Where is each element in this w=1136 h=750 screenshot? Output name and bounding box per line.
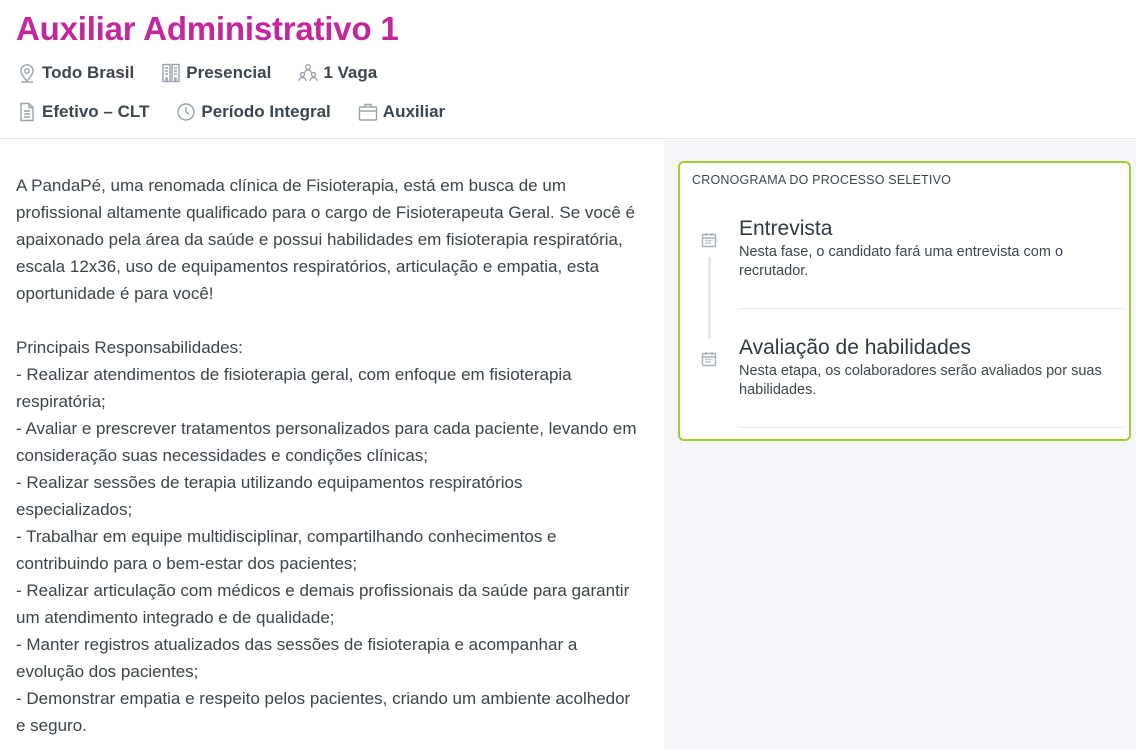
job-description-panel [0,140,664,750]
meta-vacancies-label: 1 Vaga [323,63,378,82]
step-title: Entrevista [739,217,833,240]
step-divider [739,427,1125,428]
briefcase-icon [357,101,379,123]
meta-level [357,101,445,123]
calendar-icon [700,231,718,249]
sidebar-panel [664,140,1136,750]
step-description: Nesta fase, o candidato fará uma entrevista com o recrutador. [739,244,1064,279]
meta-workplace [160,62,271,84]
job-description-text: A PandaPé, uma renomada clínica de Fisioterapia, está em busca de um profissional altamente qualificado para o cargo de Fisioterapeuta Geral. Se você é apaixonado pela área da saúde e possui habilidades em fisioterapia respiratória, escala 12x36, uso de equipamentos respiratórios, articulação e empatia, esta oportunidade é para você! Principais Responsabilidades: - Realizar atendimentos de fisioterapia geral, com enfoque em fisioterapia respiratória; - Avaliar e prescrever tratamentos personalizados para cada paciente, levando em consideração suas necessidades e condições clínicas; - Realizar sessões de terapia utilizando equipamentos respiratórios especializados; - Trabalhar em equipe multidisciplinar, compartilhando conhecimentos e contribuindo para o bem-estar dos pacientes; - Realizar articulação com médicos e demais profissionais da saúde para garantir um atendimento integrado e de qualidade; - Manter registros atualizados das sessões de fisioterapia e acompanhar a evolução dos pacientes; - Demonstrar empatia e respeito pelos pacientes, criando um ambiente acolhedor e seguro. [16,176,637,735]
job-title: Auxiliar Administrativo 1 [16,10,399,47]
step-title: Avaliação de habilidades [739,336,971,359]
document-icon [16,101,38,123]
selection-schedule-card [678,161,1131,441]
calendar-icon [700,350,718,368]
meta-schedule [175,101,330,123]
timeline-line [708,257,711,339]
job-meta-row-2 [16,100,471,124]
meta-location [16,62,134,84]
location-pin-icon [16,62,38,84]
building-icon [160,62,182,84]
clock-icon [175,101,197,123]
job-header [0,0,1136,139]
step-divider [739,308,1125,309]
meta-workplace-label: Presencial [186,63,272,82]
meta-level-label: Auxiliar [382,102,446,121]
meta-schedule-label: Período Integral [201,102,331,121]
step-description: Nesta etapa, os colaboradores serão avaliados por suas habilidades. [739,363,1102,398]
meta-location-label: Todo Brasil [42,63,135,82]
schedule-card-title: CRONOGRAMA DO PROCESSO SELETIVO [692,173,952,187]
meta-vacancies [297,62,377,84]
meta-contract [16,101,149,123]
people-icon [297,62,319,84]
job-meta-row-1 [16,61,403,85]
meta-contract-label: Efetivo – CLT [42,102,150,121]
